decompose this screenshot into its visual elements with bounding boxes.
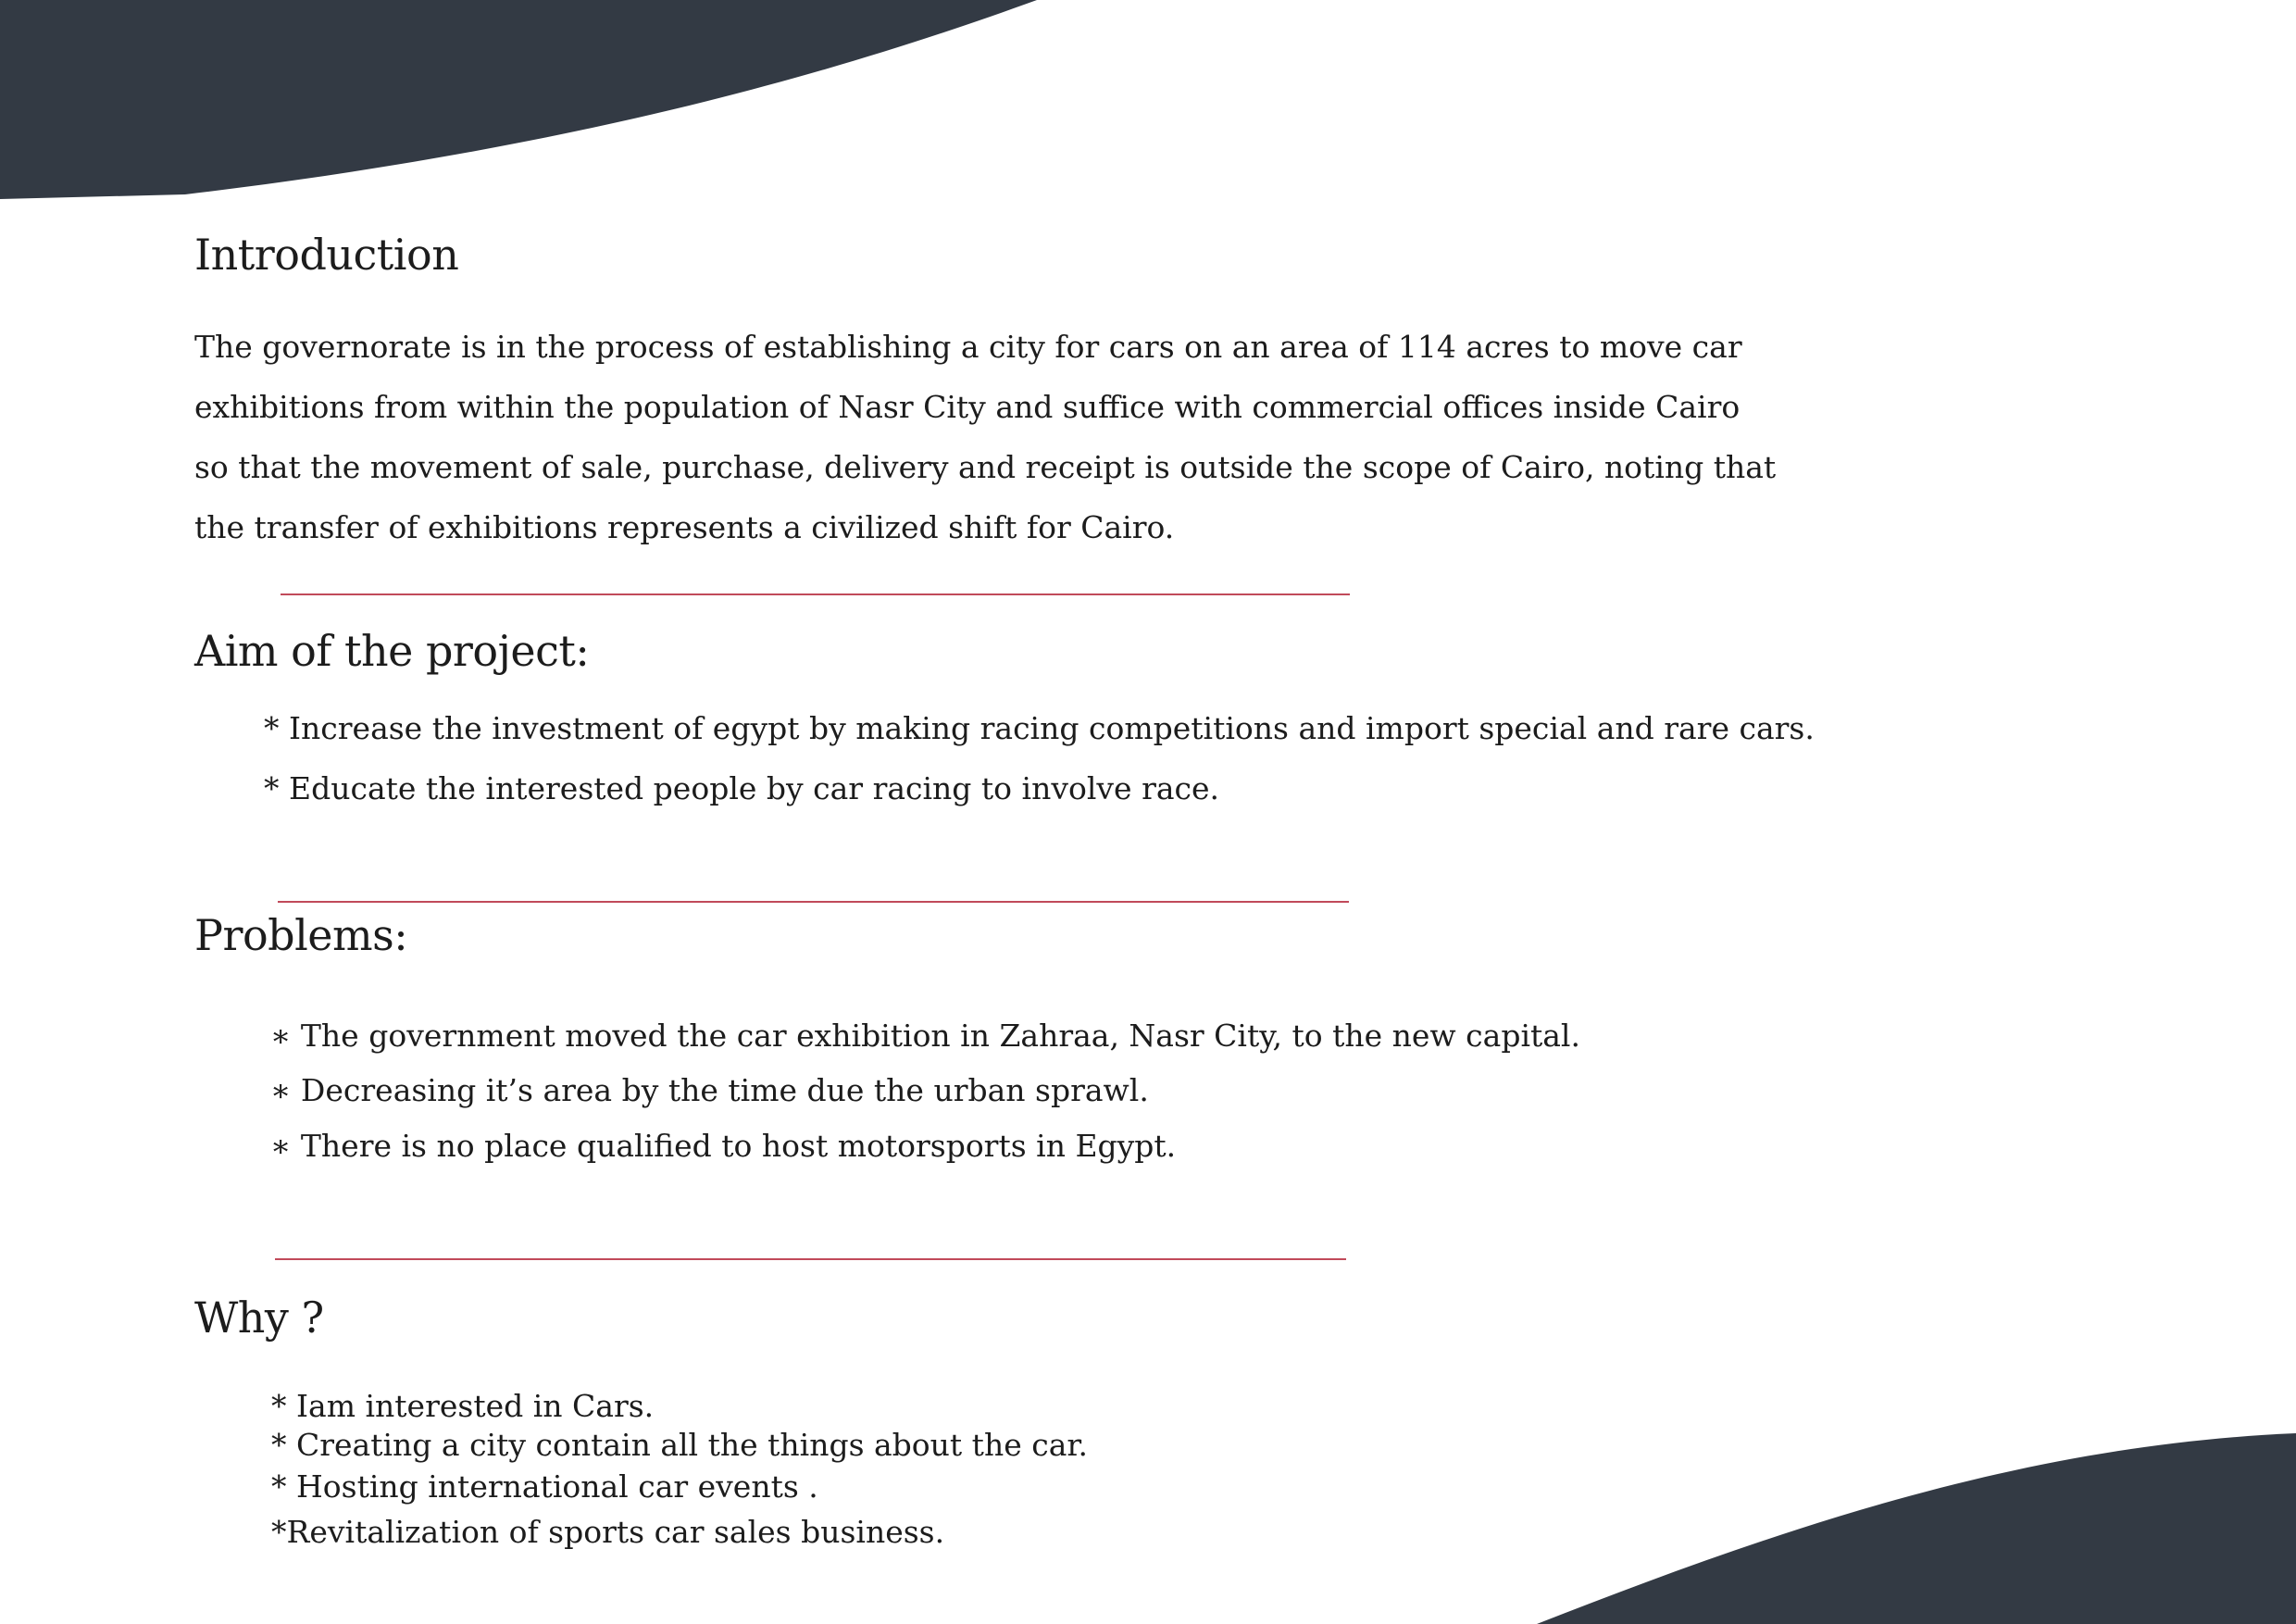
problems-heading: Problems:: [194, 910, 408, 960]
why-heading: Why ?: [194, 1293, 324, 1343]
why-item: * Iam interested in Cars.: [271, 1388, 655, 1424]
problems-item: ∗ There is no place qualified to host motorsports in Egypt.: [270, 1128, 1177, 1164]
why-item: * Creating a city contain all the things about the car.: [271, 1427, 1089, 1463]
aim-item: * Increase the investment of egypt by making racing competitions and import special and rare cars.: [264, 710, 1815, 746]
introduction-line: the transfer of exhibitions represents a civilized shift for Cairo.: [194, 509, 1175, 545]
introduction-line: The governorate is in the process of establishing a city for cars on an area of 114 acres to move car: [194, 329, 1742, 365]
problems-item: ∗ Decreasing it’s area by the time due the urban sprawl.: [270, 1072, 1149, 1108]
top-left-wave-shape: [0, 0, 1037, 199]
introduction-heading: Introduction: [194, 230, 459, 280]
introduction-line: exhibitions from within the population of Nasr City and suffice with commercial offices inside Cairo: [194, 389, 1741, 425]
section-divider: [281, 593, 1350, 595]
problems-item: ∗ The government moved the car exhibition in Zahraa, Nasr City, to the new capital.: [270, 1018, 1580, 1054]
aim-heading: Aim of the project:: [194, 626, 590, 676]
aim-item: * Educate the interested people by car racing to involve race.: [264, 770, 1220, 806]
why-item: *Revitalization of sports car sales business.: [271, 1514, 945, 1550]
why-item: * Hosting international car events .: [271, 1468, 818, 1505]
section-divider: [278, 901, 1349, 903]
section-divider: [275, 1258, 1346, 1260]
bottom-right-wave-shape: [1537, 1433, 2296, 1624]
introduction-line: so that the movement of sale, purchase, delivery and receipt is outside the scope of Cairo, noting that: [194, 449, 1777, 485]
